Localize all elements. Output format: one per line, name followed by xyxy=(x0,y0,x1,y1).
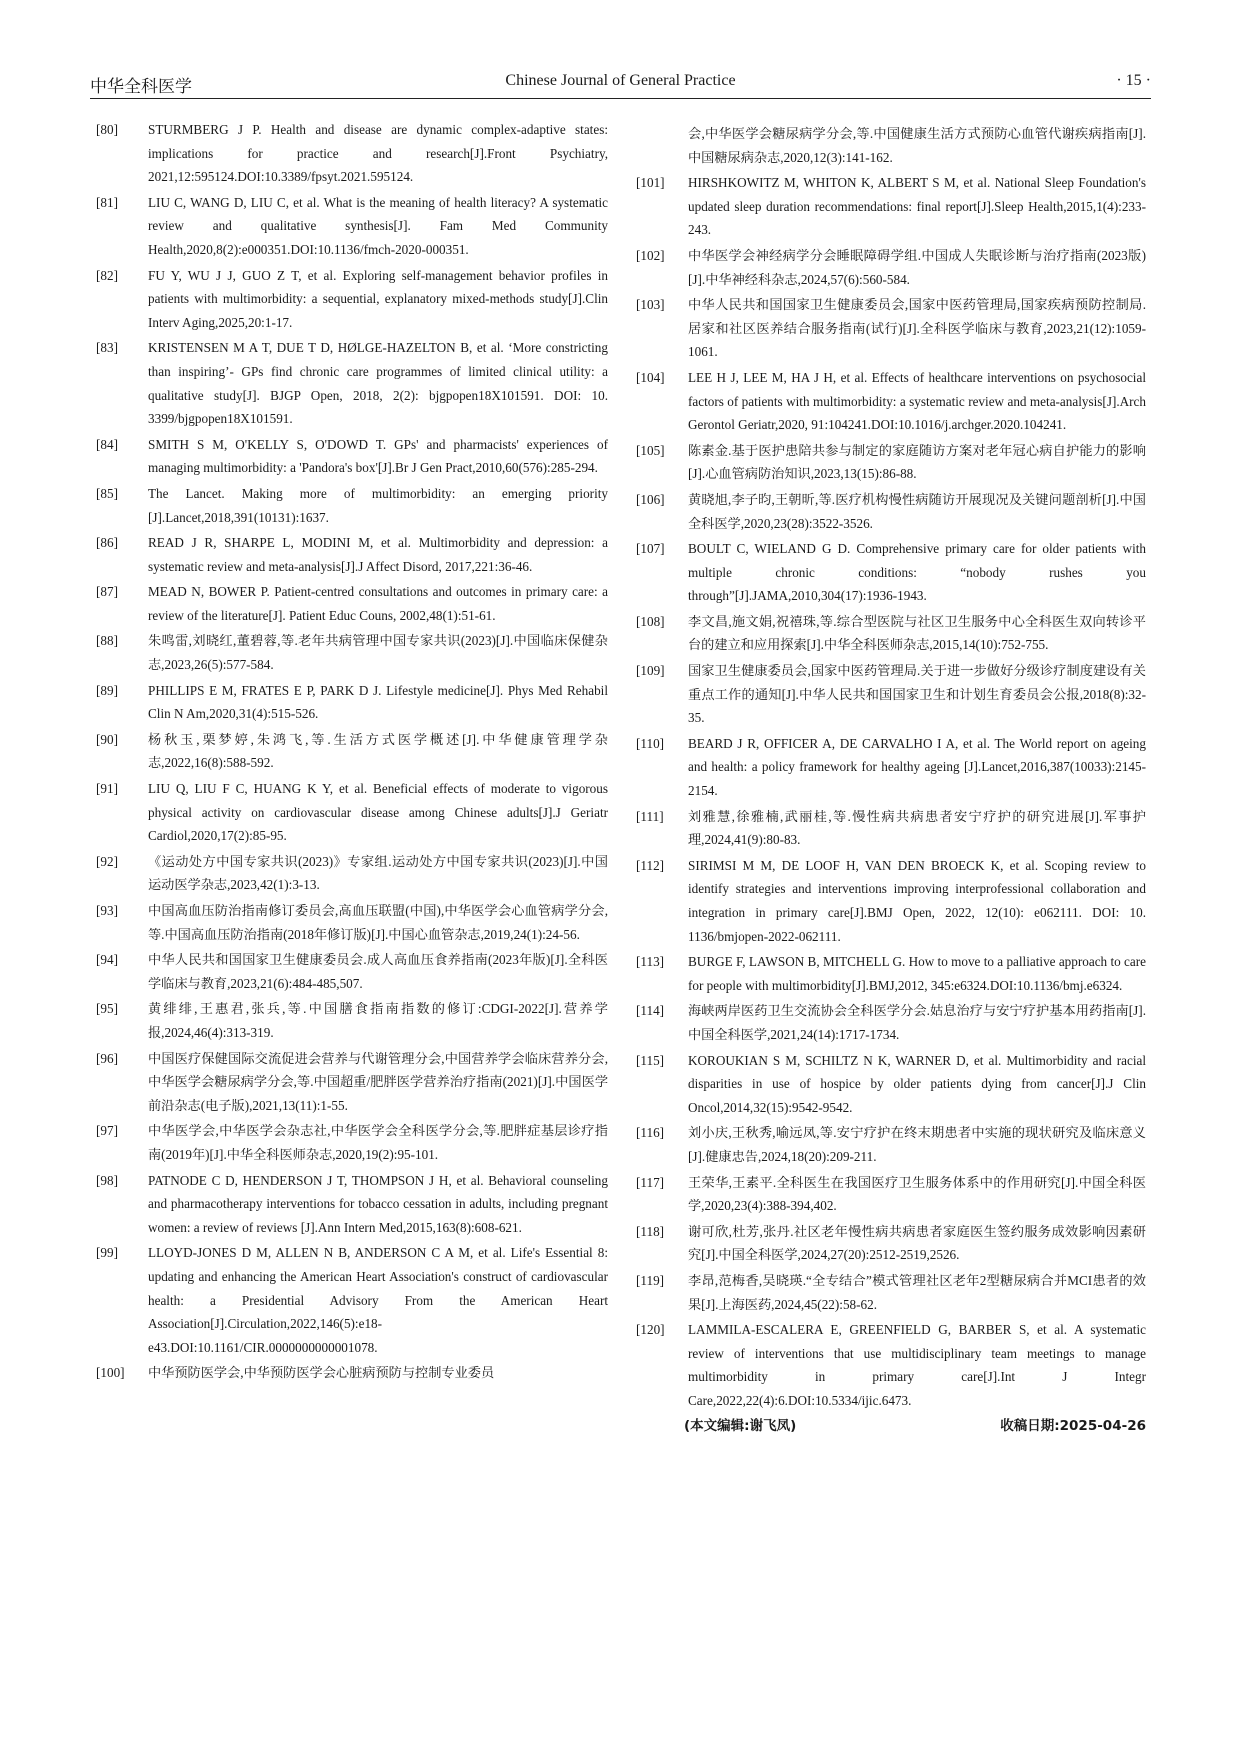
reference-item xyxy=(96,1241,608,1359)
reference-item xyxy=(636,999,1146,1046)
reference-number: [82] xyxy=(96,267,118,283)
reference-item xyxy=(96,191,608,262)
reference-text: 中华医学会,中华医学会杂志社,中华医学会全科医学分会,等.肥胖症基层诊疗指南(2019年)[J].中华全科医师杂志,2020,19(2):95-101. xyxy=(148,1123,608,1162)
reference-item xyxy=(636,805,1146,852)
reference-number: [120] xyxy=(636,1322,665,1338)
reference-text: 中华预防医学会,中华预防医学会心脏病预防与控制专业委员 xyxy=(148,1365,495,1381)
reference-text: FU Y, WU J J, GUO Z T, et al. Exploring self-management behavior profiles in patients with multimorbidity: a sequential, explanatory mixed-methods study[J].Clin Interv Aging,2025,20:1-17. xyxy=(148,267,608,330)
reference-number: [93] xyxy=(96,903,118,918)
reference-number: [100] xyxy=(96,1365,125,1381)
editor-credit: (本文编辑:谢飞凤) xyxy=(684,1418,797,1435)
reference-text: 中国医疗保健国际交流促进会营养与代谢管理分会,中国营养学会临床营养分会,中华医学会糖尿病学分会,等.中国超重/肥胖医学营养治疗指南(2021)[J].中国医学前沿杂志(电子版),2021,13(11):1-55. xyxy=(148,1050,608,1113)
reference-item xyxy=(636,488,1146,535)
reference-item xyxy=(636,439,1146,486)
reference-item xyxy=(636,732,1146,803)
reference-item xyxy=(636,854,1146,948)
reference-item xyxy=(636,950,1146,997)
reference-number: [88] xyxy=(96,633,118,649)
reference-number: [87] xyxy=(96,584,118,600)
reference-number: [109] xyxy=(636,663,665,679)
reference-text: 中华人民共和国国家卫生健康委员会.成人高血压食养指南(2023年版)[J].全科医学临床与教育,2023,21(6):484-485,507. xyxy=(148,952,608,991)
reference-text: 杨秋玉,栗梦婷,朱鸿飞,等.生活方式医学概述[J].中华健康管理学杂志,2022,16(8):588-592. xyxy=(148,731,608,771)
reference-number: [84] xyxy=(96,436,118,452)
reference-item xyxy=(96,777,608,848)
article-footer xyxy=(636,1414,1146,1434)
reference-text: BURGE F, LAWSON B, MITCHELL G. How to move to a palliative approach to care for people with multimorbidity[J].BMJ,2012, 345:e6324.DOI:10.1136/bmj.e6324. xyxy=(688,954,1146,993)
reference-number: [96] xyxy=(96,1050,118,1066)
reference-number: [117] xyxy=(636,1174,665,1190)
reference-item xyxy=(96,948,608,995)
reference-text: BEARD J R, OFFICER A, DE CARVALHO I A, et al. The World report on ageing and health: a policy framework for healthy ageing [J].Lancet,2016,387(10033):2145-2154. xyxy=(688,735,1146,799)
reference-number: [94] xyxy=(96,952,118,968)
reference-text: KOROUKIAN S M, SCHILTZ N K, WARNER D, et al. Multimorbidity and racial disparities in use of hospice by older patients dying from cancer[J].J Clin Oncol,2014,32(15):9542-9542. xyxy=(688,1052,1146,1115)
reference-number: [115] xyxy=(636,1052,665,1068)
reference-number: [119] xyxy=(636,1272,665,1288)
reference-item xyxy=(96,1119,608,1166)
reference-list-right xyxy=(636,122,1146,1434)
reference-number: [101] xyxy=(636,175,665,191)
reference-item xyxy=(96,264,608,335)
reference-number: [114] xyxy=(636,1003,665,1019)
reference-number: [80] xyxy=(96,122,118,137)
reference-item xyxy=(96,1361,608,1385)
reference-text: 刘雅慧,徐雅楠,武丽桂,等.慢性病共病患者安宁疗护的研究进展[J].军事护理,2024,41(9):80-83. xyxy=(688,808,1146,848)
reference-item xyxy=(636,293,1146,364)
reference-number: [99] xyxy=(96,1245,118,1261)
reference-text: STURMBERG J P. Health and disease are dynamic complex-adaptive states: implications for practice and research[J].Front Psychiatry, 2021,12:595124.DOI:10.3389/fpsyt.2021.595124. xyxy=(148,122,608,185)
reference-item xyxy=(636,171,1146,242)
reference-text: LEE H J, LEE M, HA J H, et al. Effects of healthcare interventions on psychosocial factors of patients with multimorbidity: a systematic review and meta-analysis[J].Arch Gerontol Geriatr,2020, 91:104241.DOI:10.1016/j.archger.2020.104241. xyxy=(688,369,1146,433)
reference-item xyxy=(636,1049,1146,1120)
reference-item xyxy=(96,433,608,480)
reference-number: [118] xyxy=(636,1223,665,1239)
reference-item xyxy=(96,629,608,676)
reference-item xyxy=(96,679,608,726)
reference-item xyxy=(96,531,608,578)
reference-item xyxy=(96,728,608,775)
reference-item xyxy=(96,850,608,897)
reference-number: [81] xyxy=(96,194,118,210)
reference-text: MEAD N, BOWER P. Patient-centred consultations and outcomes in primary care: a review of the literature[J]. Patient Educ Couns, 2002,48(1):51-61. xyxy=(148,584,608,623)
reference-number: [83] xyxy=(96,340,118,356)
reference-number: [106] xyxy=(636,491,665,507)
reference-text: The Lancet. Making more of multimorbidity: an emerging priority [J].Lancet,2018,391(10131):1637. xyxy=(148,485,608,525)
reference-text: 海峡两岸医药卫生交流协会全科医学分会.姑息治疗与安宁疗护基本用药指南[J].中国全科医学,2021,24(14):1717-1734. xyxy=(688,1003,1146,1042)
journal-title-en: Chinese Journal of General Practice xyxy=(505,72,736,89)
reference-text: 刘小庆,王秋秀,喻远凤,等.安宁疗护在终末期患者中实施的现状研究及临床意义[J].健康忠告,2024,18(20):209-211. xyxy=(688,1125,1146,1164)
reference-number: [104] xyxy=(636,369,665,385)
reference-text: LLOYD-JONES D M, ALLEN N B, ANDERSON C A M, et al. Life's Essential 8: updating and enhancing the American Heart Association's construct of cardiovascular health: a Presidential Advisory From the American Heart Association[J].Circulation,2022,146(5):e18-e43.DOI:10.1161/CIR.0000000000001078. xyxy=(148,1245,608,1355)
reference-number: [103] xyxy=(636,297,665,313)
reference-item xyxy=(636,244,1146,291)
reference-number: [92] xyxy=(96,853,118,869)
reference-text: READ J R, SHARPE L, MODINI M, et al. Multimorbidity and depression: a systematic review and meta-analysis[J].J Affect Disord, 2017,221:36-46. xyxy=(148,535,608,574)
reference-continuation xyxy=(636,122,1146,169)
journal-title-cn: 中华全科医学 xyxy=(90,77,192,96)
received-date: 收稿日期:2025-04-26 xyxy=(1000,1418,1146,1435)
reference-text: 黄晓旭,李子昀,王朝昕,等.医疗机构慢性病随访开展现况及关键问题剖析[J].中国全科医学,2020,23(28):3522-3526. xyxy=(688,491,1146,531)
reference-number: [110] xyxy=(636,735,665,751)
page-number: · 15 · xyxy=(1116,72,1151,89)
reference-item xyxy=(96,482,608,529)
reference-number: [112] xyxy=(636,857,665,873)
reference-text: LAMMILA-ESCALERA E, GREENFIELD G, BARBER S, et al. A systematic review of interventions that use multidisciplinary team meetings to manage multimorbidity in primary care[J].Int J Integr Care,2022,22(4):6.DOI:10.5334/ijic.6473. xyxy=(688,1322,1146,1408)
reference-item xyxy=(96,1047,608,1118)
reference-item xyxy=(636,1220,1146,1267)
reference-text: PATNODE C D, HENDERSON J T, THOMPSON J H, et al. Behavioral counseling and pharmacotherapy interventions for tobacco cessation in adults, including pregnant women: a review of reviews [J].Ann Intern Med,2015,163(8):608-621. xyxy=(148,1172,608,1235)
reference-text: 《运动处方中国专家共识(2023)》专家组.运动处方中国专家共识(2023)[J].中国运动医学杂志,2023,42(1):3-13. xyxy=(148,853,608,893)
reference-text: KRISTENSEN M A T, DUE T D, HØLGE-HAZELTON B, et al. ‘More constricting than inspiring’- GPs find chronic care programmes of limited clinical utility: a qualitative study[J]. BJGP Open, 2018, 2(2): bjgpopen18X101591. DOI: 10. 3399/bjgpopen18X101591. xyxy=(148,340,608,427)
reference-text: 国家卫生健康委员会,国家中医药管理局.关于进一步做好分级诊疗制度建设有关重点工作的通知[J].中华人民共和国国家卫生和计划生育委员会公报,2018(8):32-35. xyxy=(688,663,1146,726)
reference-item xyxy=(636,1171,1146,1218)
reference-text: SMITH S M, O'KELLY S, O'DOWD T. GPs' and pharmacists' experiences of managing multimorbidity: a 'Pandora's box'[J].Br J Gen Pract,2010,60(576):285-294. xyxy=(148,436,608,476)
reference-number: [105] xyxy=(636,442,665,458)
reference-number: [113] xyxy=(636,954,665,970)
reference-text: 朱鸣雷,刘晓红,董碧蓉,等.老年共病管理中国专家共识(2023)[J].中国临床保健杂志,2023,26(5):577-584. xyxy=(148,633,608,673)
reference-item xyxy=(636,1318,1146,1412)
reference-text: 陈素金.基于医护患陪共参与制定的家庭随访方案对老年冠心病自护能力的影响[J].心血管病防治知识,2023,13(15):86-88. xyxy=(688,442,1146,482)
reference-list-left xyxy=(96,118,608,1387)
reference-text: 中华人民共和国国家卫生健康委员会,国家中医药管理局,国家疾病预防控制局.居家和社区医养结合服务指南(试行)[J].全科医学临床与教育,2023,21(12):1059-1061. xyxy=(688,297,1146,360)
reference-number: [91] xyxy=(96,781,118,797)
reference-number: [107] xyxy=(636,541,665,557)
reference-item xyxy=(636,537,1146,608)
reference-item xyxy=(96,899,608,946)
reference-text: HIRSHKOWITZ M, WHITON K, ALBERT S M, et al. National Sleep Foundation's updated sleep duration recommendations: final report[J].Sleep Health,2015,1(4):233-243. xyxy=(688,175,1146,238)
reference-number: [111] xyxy=(636,808,664,824)
running-header xyxy=(90,70,1151,99)
reference-number: [97] xyxy=(96,1123,118,1139)
reference-text: 中国高血压防治指南修订委员会,高血压联盟(中国),中华医学会心血管病学分会,等.中国高血压防治指南(2018年修订版)[J].中国心血管杂志,2019,24(1):24-56. xyxy=(148,903,608,942)
reference-number: [90] xyxy=(96,731,118,747)
reference-text: 中华医学会神经病学分会睡眠障碍学组.中国成人失眠诊断与治疗指南(2023版)[J].中华神经科杂志,2024,57(6):560-584. xyxy=(688,247,1146,287)
reference-item xyxy=(96,1169,608,1240)
reference-item xyxy=(96,997,608,1044)
reference-text: LIU C, WANG D, LIU C, et al. What is the meaning of health literacy? A systematic review and qualitative synthesis[J]. Fam Med Community Health,2020,8(2):e000351.DOI:10.1136/fmch-2020-000351. xyxy=(148,194,608,257)
reference-item xyxy=(636,1269,1146,1316)
reference-text: 李昂,范梅香,吴晓瑛.“全专结合”模式管理社区老年2型糖尿病合并MCI患者的效果[J].上海医药,2024,45(22):58-62. xyxy=(688,1272,1146,1312)
reference-text: BOULT C, WIELAND G D. Comprehensive primary care for older patients with multiple chronic conditions: “nobody rushes you through”[J].JAMA,2010,304(17):1936-1943. xyxy=(688,541,1146,604)
reference-number: [108] xyxy=(636,613,665,629)
reference-item xyxy=(96,336,608,430)
reference-number: [86] xyxy=(96,535,118,551)
reference-text: SIRIMSI M M, DE LOOF H, VAN DEN BROECK K, et al. Scoping review to identify strategies and interventions improving interprofessional collaboration and integration in primary care[J].BMJ Open, 2022, 12(10): e062111. DOI: 10. 1136/bmjopen-2022-062111. xyxy=(688,857,1146,944)
reference-text: LIU Q, LIU F C, HUANG K Y, et al. Beneficial effects of moderate to vigorous physical activity on cardiovascular disease among Chinese adults[J].J Geriatr Cardiol,2020,17(2):85-95. xyxy=(148,781,608,844)
reference-text: 谢可欣,杜芳,张丹.社区老年慢性病共病患者家庭医生签约服务成效影响因素研究[J].中国全科医学,2024,27(20):2512-2519,2526. xyxy=(688,1223,1146,1263)
reference-number: [95] xyxy=(96,1001,118,1017)
reference-text: PHILLIPS E M, FRATES E P, PARK D J. Lifestyle medicine[J]. Phys Med Rehabil Clin N Am,2020,31(4):515-526. xyxy=(148,682,608,722)
reference-number: [98] xyxy=(96,1172,118,1188)
reference-number: [89] xyxy=(96,682,118,698)
reference-item xyxy=(96,580,608,627)
reference-item xyxy=(636,610,1146,657)
reference-number: [85] xyxy=(96,485,118,501)
reference-text: 会,中华医学会糖尿病学分会,等.中国健康生活方式预防心血管代谢疾病指南[J].中国糖尿病杂志,2020,12(3):141-162. xyxy=(688,126,1146,165)
reference-item xyxy=(96,118,608,189)
reference-item xyxy=(636,366,1146,437)
reference-number: [116] xyxy=(636,1125,665,1141)
reference-number: [102] xyxy=(636,247,665,263)
reference-item xyxy=(636,659,1146,730)
reference-text: 李文昌,施文娟,祝禧珠,等.综合型医院与社区卫生服务中心全科医生双向转诊平台的建立和应用探索[J].中华全科医师杂志,2015,14(10):752-755. xyxy=(688,613,1146,653)
reference-text: 黄绯绯,王惠君,张兵,等.中国膳食指南指数的修订:CDGI-2022[J].营养学报,2024,46(4):313-319. xyxy=(148,1001,608,1040)
reference-text: 王荣华,王素平.全科医生在我国医疗卫生服务体系中的作用研究[J].中国全科医学,2020,23(4):388-394,402. xyxy=(688,1174,1146,1214)
reference-items xyxy=(636,171,1146,1412)
reference-item xyxy=(636,1121,1146,1168)
